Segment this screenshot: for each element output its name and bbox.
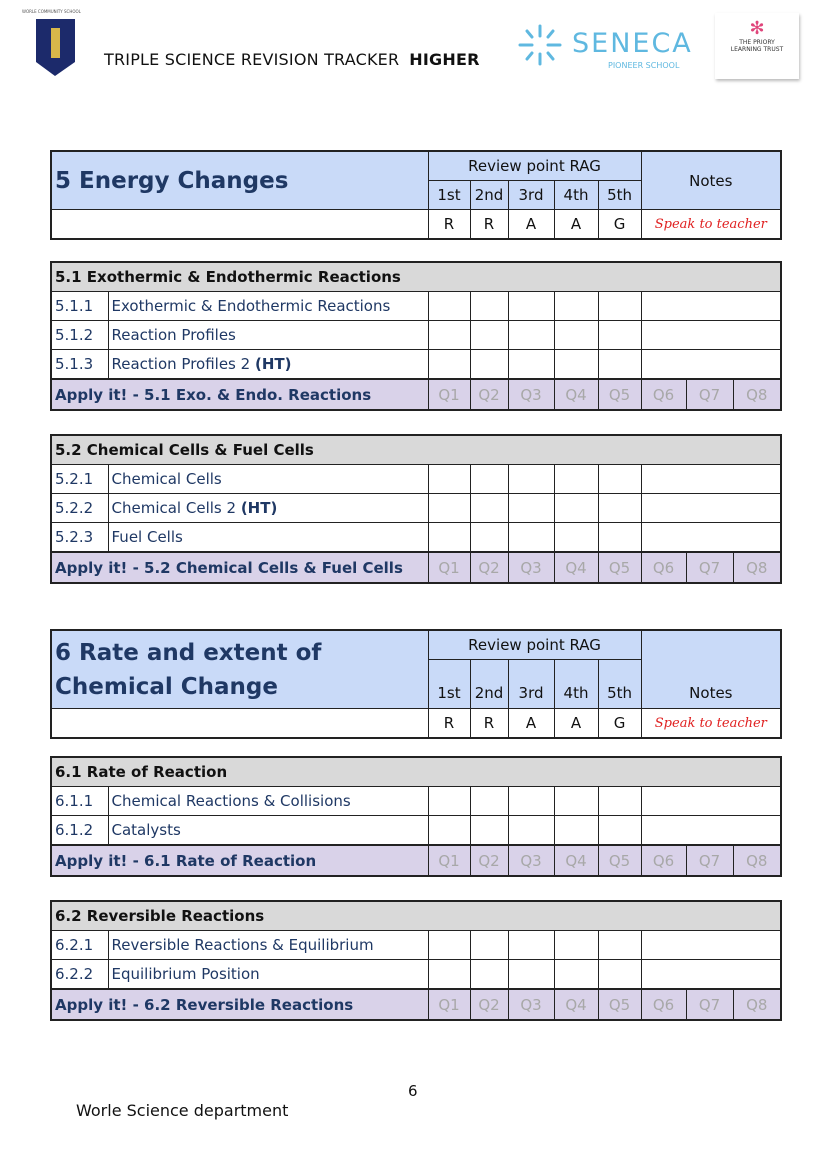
seneca-burst-icon <box>518 24 562 66</box>
topic-name-cell <box>108 523 428 553</box>
rag-entry-cell[interactable] <box>428 931 470 960</box>
topic-header-table <box>50 629 782 739</box>
question-cell[interactable]: Q3 <box>508 379 554 410</box>
footer-department: Worle Science department <box>76 1101 289 1120</box>
review-point-5: 5th <box>598 660 641 709</box>
rag-entry-cell[interactable] <box>508 523 554 553</box>
rag-entry-cell[interactable] <box>428 960 470 990</box>
question-cell[interactable]: Q6 <box>641 845 686 876</box>
higher-tier-tag: (HT) <box>240 499 278 517</box>
topic-row <box>51 292 781 321</box>
question-cell[interactable]: Q4 <box>554 845 598 876</box>
topic-code: 5.1.3 <box>51 350 108 380</box>
question-cell[interactable]: Q6 <box>641 379 686 410</box>
rag-value-cell[interactable]: G <box>598 709 641 739</box>
school-logo-caption: WORLE COMMUNITY SCHOOL <box>22 9 81 14</box>
rag-entry-cell[interactable] <box>428 350 470 380</box>
section-title: 6.2 Reversible Reactions <box>51 901 781 931</box>
topic-title-cell <box>51 151 428 210</box>
review-point-1: 1st <box>428 181 470 210</box>
rag-entry-cell[interactable] <box>428 465 470 494</box>
topic-row <box>51 931 781 960</box>
title-text: TRIPLE SCIENCE REVISION TRACKER <box>104 50 400 69</box>
rag-entry-cell[interactable] <box>470 494 508 523</box>
rag-entry-cell[interactable] <box>598 350 641 380</box>
rag-entry-cell[interactable] <box>598 787 641 816</box>
topic-code: 5.1.2 <box>51 321 108 350</box>
rag-entry-cell[interactable] <box>598 523 641 553</box>
notes-header: Notes <box>641 151 781 210</box>
rag-entry-cell[interactable] <box>508 321 554 350</box>
rag-entry-cell[interactable] <box>598 494 641 523</box>
rag-entry-cell[interactable] <box>508 787 554 816</box>
rag-entry-cell[interactable] <box>598 292 641 321</box>
rag-entry-cell[interactable] <box>598 816 641 846</box>
topic-name-cell <box>108 931 428 960</box>
review-point-4: 4th <box>554 181 598 210</box>
topic-name-cell <box>108 816 428 846</box>
notes-entry-cell[interactable] <box>641 960 781 990</box>
section-table <box>50 900 782 1021</box>
rag-entry-cell[interactable] <box>598 321 641 350</box>
rag-entry-cell[interactable] <box>428 816 470 846</box>
review-point-3: 3rd <box>508 660 554 709</box>
topic-name: Reversible Reactions & Equilibrium <box>111 936 374 954</box>
apply-it-row <box>51 989 781 1020</box>
question-cell[interactable]: Q5 <box>598 845 641 876</box>
topic-code: 6.2.1 <box>51 931 108 960</box>
priory-figures-icon: ✻ <box>749 18 765 39</box>
rag-entry-cell[interactable] <box>554 523 598 553</box>
question-cell[interactable]: Q8 <box>733 552 781 583</box>
topic-title-cell <box>51 630 428 709</box>
topic-title-line: Chemical Change <box>55 673 278 700</box>
question-cell[interactable]: Q8 <box>733 379 781 410</box>
page-number: 6 <box>408 1082 418 1100</box>
topic-name-cell <box>108 350 428 380</box>
rag-entry-cell[interactable] <box>428 292 470 321</box>
rag-entry-cell[interactable] <box>598 465 641 494</box>
rag-value-cell[interactable]: A <box>554 709 598 739</box>
question-cell[interactable]: Q6 <box>641 989 686 1020</box>
section-table <box>50 756 782 877</box>
topic-title: 5 Energy Changes <box>55 167 289 194</box>
rag-blank <box>51 709 428 739</box>
topic-name-cell <box>108 787 428 816</box>
rag-entry-cell[interactable] <box>554 816 598 846</box>
review-point-4: 4th <box>554 660 598 709</box>
topic-code: 5.2.2 <box>51 494 108 523</box>
rag-value-cell[interactable]: A <box>508 709 554 739</box>
rag-entry-cell[interactable] <box>470 465 508 494</box>
rag-entry-cell[interactable] <box>508 494 554 523</box>
question-cell[interactable]: Q5 <box>598 989 641 1020</box>
rag-entry-cell[interactable] <box>508 465 554 494</box>
rag-blank <box>51 210 428 240</box>
rag-entry-cell[interactable] <box>598 960 641 990</box>
apply-it-label[interactable]: Apply it! - 5.2 Chemical Cells & Fuel Cells <box>51 552 428 583</box>
higher-tier-tag: (HT) <box>254 355 292 373</box>
question-cell[interactable]: Q6 <box>641 552 686 583</box>
review-point-2: 2nd <box>470 181 508 210</box>
topic-code: 5.2.1 <box>51 465 108 494</box>
rag-entry-cell[interactable] <box>508 350 554 380</box>
topic-name: Chemical Reactions & Collisions <box>111 792 351 810</box>
notes-entry-cell[interactable] <box>641 292 781 321</box>
question-cell[interactable]: Q2 <box>470 845 508 876</box>
question-cell[interactable]: Q7 <box>686 552 733 583</box>
review-point-1: 1st <box>428 660 470 709</box>
apply-it-row <box>51 379 781 410</box>
note-cell[interactable]: Speak to teacher <box>641 709 781 739</box>
notes-entry-cell[interactable] <box>641 931 781 960</box>
school-crest-logo <box>35 18 77 78</box>
rag-header: Review point RAG <box>428 630 641 660</box>
notes-entry-cell[interactable] <box>641 350 781 380</box>
question-cell[interactable]: Q8 <box>733 989 781 1020</box>
question-cell[interactable]: Q8 <box>733 845 781 876</box>
apply-it-label[interactable]: Apply it! - 5.1 Exo. & Endo. Reactions <box>51 379 428 410</box>
topic-row <box>51 816 781 846</box>
rag-value-cell[interactable]: R <box>428 210 470 240</box>
topic-title-line: 6 Rate and extent of <box>55 639 322 666</box>
document-title <box>104 50 480 69</box>
question-cell[interactable]: Q7 <box>686 845 733 876</box>
review-point-5: 5th <box>598 181 641 210</box>
rag-entry-cell[interactable] <box>470 931 508 960</box>
rag-value-cell[interactable]: A <box>554 210 598 240</box>
rag-value-cell[interactable]: R <box>470 210 508 240</box>
rag-entry-cell[interactable] <box>554 931 598 960</box>
topic-name: Fuel Cells <box>111 528 183 546</box>
topic-name: Catalysts <box>111 821 181 839</box>
notes-entry-cell[interactable] <box>641 523 781 553</box>
apply-it-label[interactable]: Apply it! - 6.2 Reversible Reactions <box>51 989 428 1020</box>
seneca-logo-text: SENECA <box>572 28 693 59</box>
question-cell[interactable]: Q3 <box>508 552 554 583</box>
notes-entry-cell[interactable] <box>641 816 781 846</box>
section-table <box>50 434 782 584</box>
topic-name-cell <box>108 960 428 990</box>
rag-entry-cell[interactable] <box>470 523 508 553</box>
topic-row <box>51 787 781 816</box>
question-cell[interactable]: Q3 <box>508 989 554 1020</box>
rag-value-cell[interactable]: A <box>508 210 554 240</box>
section-title: 5.2 Chemical Cells & Fuel Cells <box>51 435 781 465</box>
rag-entry-cell[interactable] <box>428 321 470 350</box>
rag-entry-cell[interactable] <box>428 494 470 523</box>
topic-name: Reaction Profiles <box>111 326 236 344</box>
question-cell[interactable]: Q1 <box>428 989 470 1020</box>
rag-entry-cell[interactable] <box>470 321 508 350</box>
rag-entry-cell[interactable] <box>554 494 598 523</box>
review-point-2: 2nd <box>470 660 508 709</box>
notes-entry-cell[interactable] <box>641 321 781 350</box>
question-cell[interactable]: Q4 <box>554 379 598 410</box>
topic-name: Chemical Cells <box>111 470 222 488</box>
priory-trust-logo <box>715 13 799 79</box>
question-cell[interactable]: Q1 <box>428 552 470 583</box>
rag-entry-cell[interactable] <box>508 931 554 960</box>
topic-name: Exothermic & Endothermic Reactions <box>111 297 391 315</box>
topic-code: 6.1.2 <box>51 816 108 846</box>
topic-name-cell <box>108 465 428 494</box>
rag-entry-cell[interactable] <box>470 816 508 846</box>
question-cell[interactable]: Q1 <box>428 845 470 876</box>
topic-name-cell <box>108 292 428 321</box>
rag-value-cell[interactable]: R <box>470 709 508 739</box>
question-cell[interactable]: Q7 <box>686 379 733 410</box>
rag-entry-cell[interactable] <box>428 787 470 816</box>
topic-code: 5.1.1 <box>51 292 108 321</box>
topic-name: Equilibrium Position <box>111 965 260 983</box>
topic-row <box>51 465 781 494</box>
rag-value-cell[interactable]: R <box>428 709 470 739</box>
section-title: 5.1 Exothermic & Endothermic Reactions <box>51 262 781 292</box>
topic-row <box>51 523 781 553</box>
rag-entry-cell[interactable] <box>554 960 598 990</box>
priory-line1: THE PRIORY <box>739 39 775 46</box>
rag-entry-cell[interactable] <box>598 931 641 960</box>
topic-code: 5.2.3 <box>51 523 108 553</box>
topic-code: 6.1.1 <box>51 787 108 816</box>
topic-row <box>51 321 781 350</box>
topic-row <box>51 494 781 523</box>
topic-name: Chemical Cells 2 <box>111 499 237 517</box>
rag-entry-cell[interactable] <box>470 292 508 321</box>
rag-entry-cell[interactable] <box>428 523 470 553</box>
apply-it-label[interactable]: Apply it! - 6.1 Rate of Reaction <box>51 845 428 876</box>
rag-value-cell[interactable]: G <box>598 210 641 240</box>
question-cell[interactable]: Q2 <box>470 989 508 1020</box>
rag-entry-cell[interactable] <box>508 292 554 321</box>
topic-code: 6.2.2 <box>51 960 108 990</box>
rag-entry-cell[interactable] <box>470 787 508 816</box>
rag-header: Review point RAG <box>428 151 641 181</box>
question-cell[interactable]: Q5 <box>598 552 641 583</box>
question-cell[interactable]: Q1 <box>428 379 470 410</box>
priory-line2: LEARNING TRUST <box>730 46 784 53</box>
rag-entry-cell[interactable] <box>508 816 554 846</box>
seneca-subtitle: PIONEER SCHOOL <box>608 61 680 70</box>
topic-row <box>51 350 781 380</box>
question-cell[interactable]: Q4 <box>554 552 598 583</box>
section-table <box>50 261 782 411</box>
notes-entry-cell[interactable] <box>641 787 781 816</box>
topic-name-cell <box>108 494 428 523</box>
topic-row <box>51 960 781 990</box>
question-cell[interactable]: Q4 <box>554 989 598 1020</box>
rag-entry-cell[interactable] <box>554 350 598 380</box>
topic-header-table <box>50 150 782 240</box>
apply-it-row <box>51 552 781 583</box>
apply-it-row <box>51 845 781 876</box>
rag-entry-cell[interactable] <box>554 292 598 321</box>
notes-entry-cell[interactable] <box>641 465 781 494</box>
question-cell[interactable]: Q3 <box>508 845 554 876</box>
topic-name: Reaction Profiles 2 <box>111 355 251 373</box>
rag-entry-cell[interactable] <box>470 350 508 380</box>
notes-header: Notes <box>641 630 781 709</box>
topic-name-cell <box>108 321 428 350</box>
question-cell[interactable]: Q2 <box>470 552 508 583</box>
rag-entry-cell[interactable] <box>554 787 598 816</box>
question-cell[interactable]: Q5 <box>598 379 641 410</box>
section-title: 6.1 Rate of Reaction <box>51 757 781 787</box>
rag-entry-cell[interactable] <box>554 465 598 494</box>
notes-entry-cell[interactable] <box>641 494 781 523</box>
rag-entry-cell[interactable] <box>508 960 554 990</box>
review-point-3: 3rd <box>508 181 554 210</box>
question-cell[interactable]: Q7 <box>686 989 733 1020</box>
tier-label: HIGHER <box>409 50 480 69</box>
rag-entry-cell[interactable] <box>470 960 508 990</box>
note-cell[interactable]: Speak to teacher <box>641 210 781 240</box>
rag-entry-cell[interactable] <box>554 321 598 350</box>
question-cell[interactable]: Q2 <box>470 379 508 410</box>
